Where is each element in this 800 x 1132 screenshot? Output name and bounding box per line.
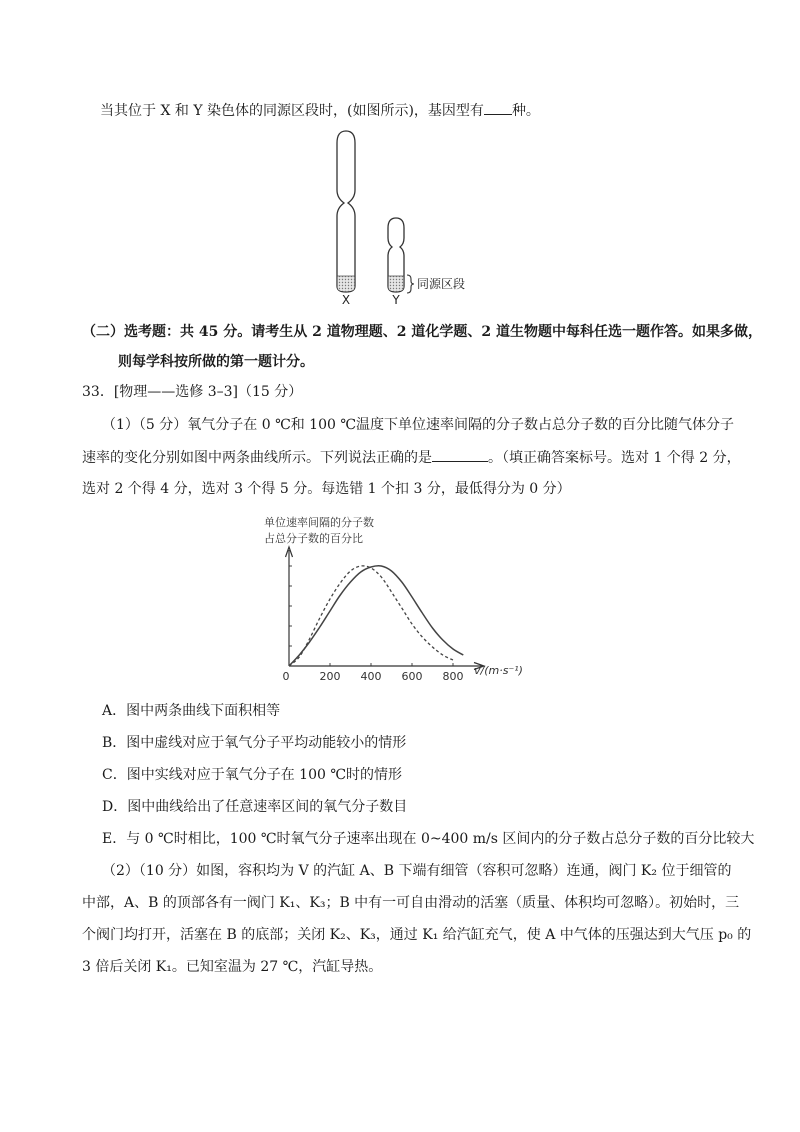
q33-p1-line2-suffix: 。（填正确答案标号。选对 1 个得 2 分， (488, 450, 741, 466)
option-b: B．图中虚线对应于氧气分子平均动能较小的情形 (102, 735, 407, 751)
q33-p1-line2-prefix: 速率的变化分别如图中两条曲线所示。下列说法正确的是 (82, 450, 432, 466)
y-label: Y (392, 293, 400, 307)
chart-x-tick-label: 400 (360, 670, 382, 680)
chart-ylabel-line1: 单位速率间隔的分子数 (264, 516, 374, 529)
option-e: E．与 0 ℃时相比，100 ℃时氧气分子速率出现在 0~400 m/s 区间内的分子数占总分子数的百分比较大 (102, 831, 755, 847)
option-d: D．图中曲线给出了任意速率区间的氧气分子数目 (102, 799, 408, 815)
option-c: C．图中实线对应于氧气分子在 100 ℃时的情形 (102, 767, 402, 783)
homologous-bracket (407, 275, 414, 293)
chromosome-figure (320, 128, 480, 308)
chart-x-tick-label: 200 (319, 670, 341, 680)
chart-x-tick-label: 0 (282, 670, 290, 680)
q33-header: 33．[物理——选修 3–3]（15 分） (82, 384, 303, 400)
intro-prefix: 当其位于 X 和 Y 染色体的同源区段时，(如图所示)，基因型有 (100, 103, 484, 119)
chart-x-tick-label: 600 (401, 670, 423, 680)
q33-p2-line1: （2）（10 分）如图，容积均为 V 的汽缸 A、B 下端有细管（容积可忽略）连通，阀门 K₂ 位于细管的 (102, 863, 732, 879)
chart-x-tick-label: 800 (442, 670, 464, 680)
x-chromosome (337, 131, 355, 292)
section2-line1: （二）选考题：共 45 分。请考生从 2 道物理题、2 道化学题、2 道生物题中每科任选一题作答。如果多做， (82, 324, 762, 340)
q33-p2-line4: 3 倍后关闭 K₁。已知室温为 27 ℃，汽缸导热。 (82, 959, 383, 975)
chart-xlabel: v/(m·s⁻¹) (474, 664, 523, 677)
speed-distribution-chart (258, 510, 538, 680)
answer-blank[interactable] (484, 100, 512, 115)
q33-p2-line2: 中部，A、B 的顶部各有一阀门 K₁、K₃；B 中有一可自由滑动的活塞（质量、体积均可忽略）。初始时，三 (82, 895, 740, 911)
chart-ylabel-line2: 占总分子数的百分比 (264, 532, 363, 545)
x-label: X (341, 293, 351, 307)
q33-p1-line3: 选对 2 个得 4 分，选对 3 个得 5 分。每选错 1 个扣 3 分，最低得分为 0 分） (82, 481, 571, 497)
section2-line2: 则每学科按所做的第一题计分。 (118, 354, 314, 370)
intro-line (100, 100, 540, 121)
q33-p2-line3: 个阀门均打开，活塞在 B 的底部；关闭 K₂、K₃，通过 K₁ 给汽缸充气，使 A 中气体的压强达到大气压 p₀ 的 (82, 927, 752, 943)
dashed-curve (289, 566, 453, 666)
q33-p1-line1: （1）（5 分）氧气分子在 0 ℃和 100 ℃温度下单位速率间隔的分子数占总分子数的百分比随气体分子 (102, 417, 735, 433)
bracket-label: 同源区段 (417, 277, 466, 291)
option-a: A．图中两条曲线下面积相等 (102, 703, 281, 719)
q33-p1-line2 (82, 447, 741, 468)
intro-suffix: 种。 (511, 103, 540, 119)
answer-blank-q33[interactable] (432, 447, 488, 462)
